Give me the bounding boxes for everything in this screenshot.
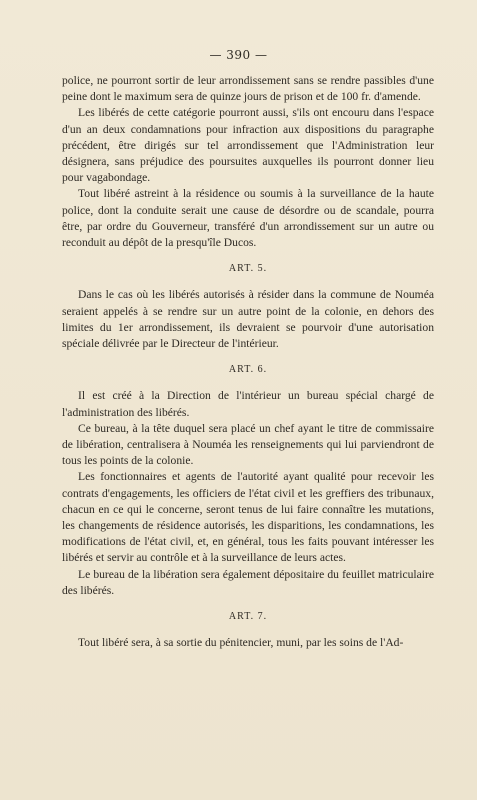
article-heading: ART. 5. bbox=[228, 263, 268, 275]
paragraph: police, ne pourront sortir de leur arrondissement sans se rendre passibles d'une peine dont le maximum sera de quinze jours de prison et de 100 fr. d'amende. bbox=[62, 74, 434, 104]
page-number: — 390 — bbox=[209, 48, 268, 62]
article-heading: ART. 7. bbox=[228, 611, 268, 623]
paragraph: Dans le cas où les libérés autorisés à résider dans la commune de Nouméa seraient appelés à se rendre sur un autre point de la colonie, en dehors des limites du 1er arrondissement, ils devraient se pourvoir d'une autorisation spéciale délivrée par le Directeur de l'intérieur. bbox=[62, 288, 434, 351]
paragraph: Il est créé à la Direction de l'intérieur un bureau spécial chargé de l'administration des libérés. bbox=[62, 389, 434, 419]
paragraph: Ce bureau, à la tête duquel sera placé un chef ayant le titre de commissaire de libération, centralisera à Nouméa les renseignements qui lui parviendront de tous les points de la colonie. bbox=[62, 421, 434, 468]
paragraph: Le bureau de la libération sera également dépositaire du feuillet matriculaire des libérés. bbox=[62, 567, 434, 597]
paragraph: Tout libéré sera, à sa sortie du pénitencier, muni, par les soins de l'Ad- bbox=[78, 636, 404, 650]
article-heading: ART. 6. bbox=[228, 364, 268, 376]
paragraph: Les libérés de cette catégorie pourront aussi, s'ils ont encouru dans l'espace d'un an deux condamnations pour infraction aux dispositions du paragraphe précédent, être dirigés sur tel arrondissement que l'Administration leur désignera, sans préjudice des poursuites auxquelles ils pourront donner lieu pour vagabondage. bbox=[62, 106, 434, 185]
paragraph: Tout libéré astreint à la résidence ou soumis à la surveillance de la haute police, dont la conduite serait une cause de désordre ou de scandale, pourra être, par ordre du Gouverneur, transféré d'un arrondissement sur un autre ou reconduit au dépôt de la presqu'île Ducos. bbox=[62, 187, 434, 250]
paragraph: Les fonctionnaires et agents de l'autorité ayant qualité pour recevoir les contrats d'engagements, les officiers de l'état civil et les greffiers des tribunaux, chacun en ce qui le concerne, seront tenus de lui faire connaître les mutations, les changements de résidence autorisés, les disparitions, les condamnations, les modifications de l'état civil, et, en général, tous les faits pouvant intéresser les libérés et servir au contrôle et à la surveillance de leurs actes. bbox=[62, 470, 434, 565]
body-text bbox=[62, 73, 434, 652]
